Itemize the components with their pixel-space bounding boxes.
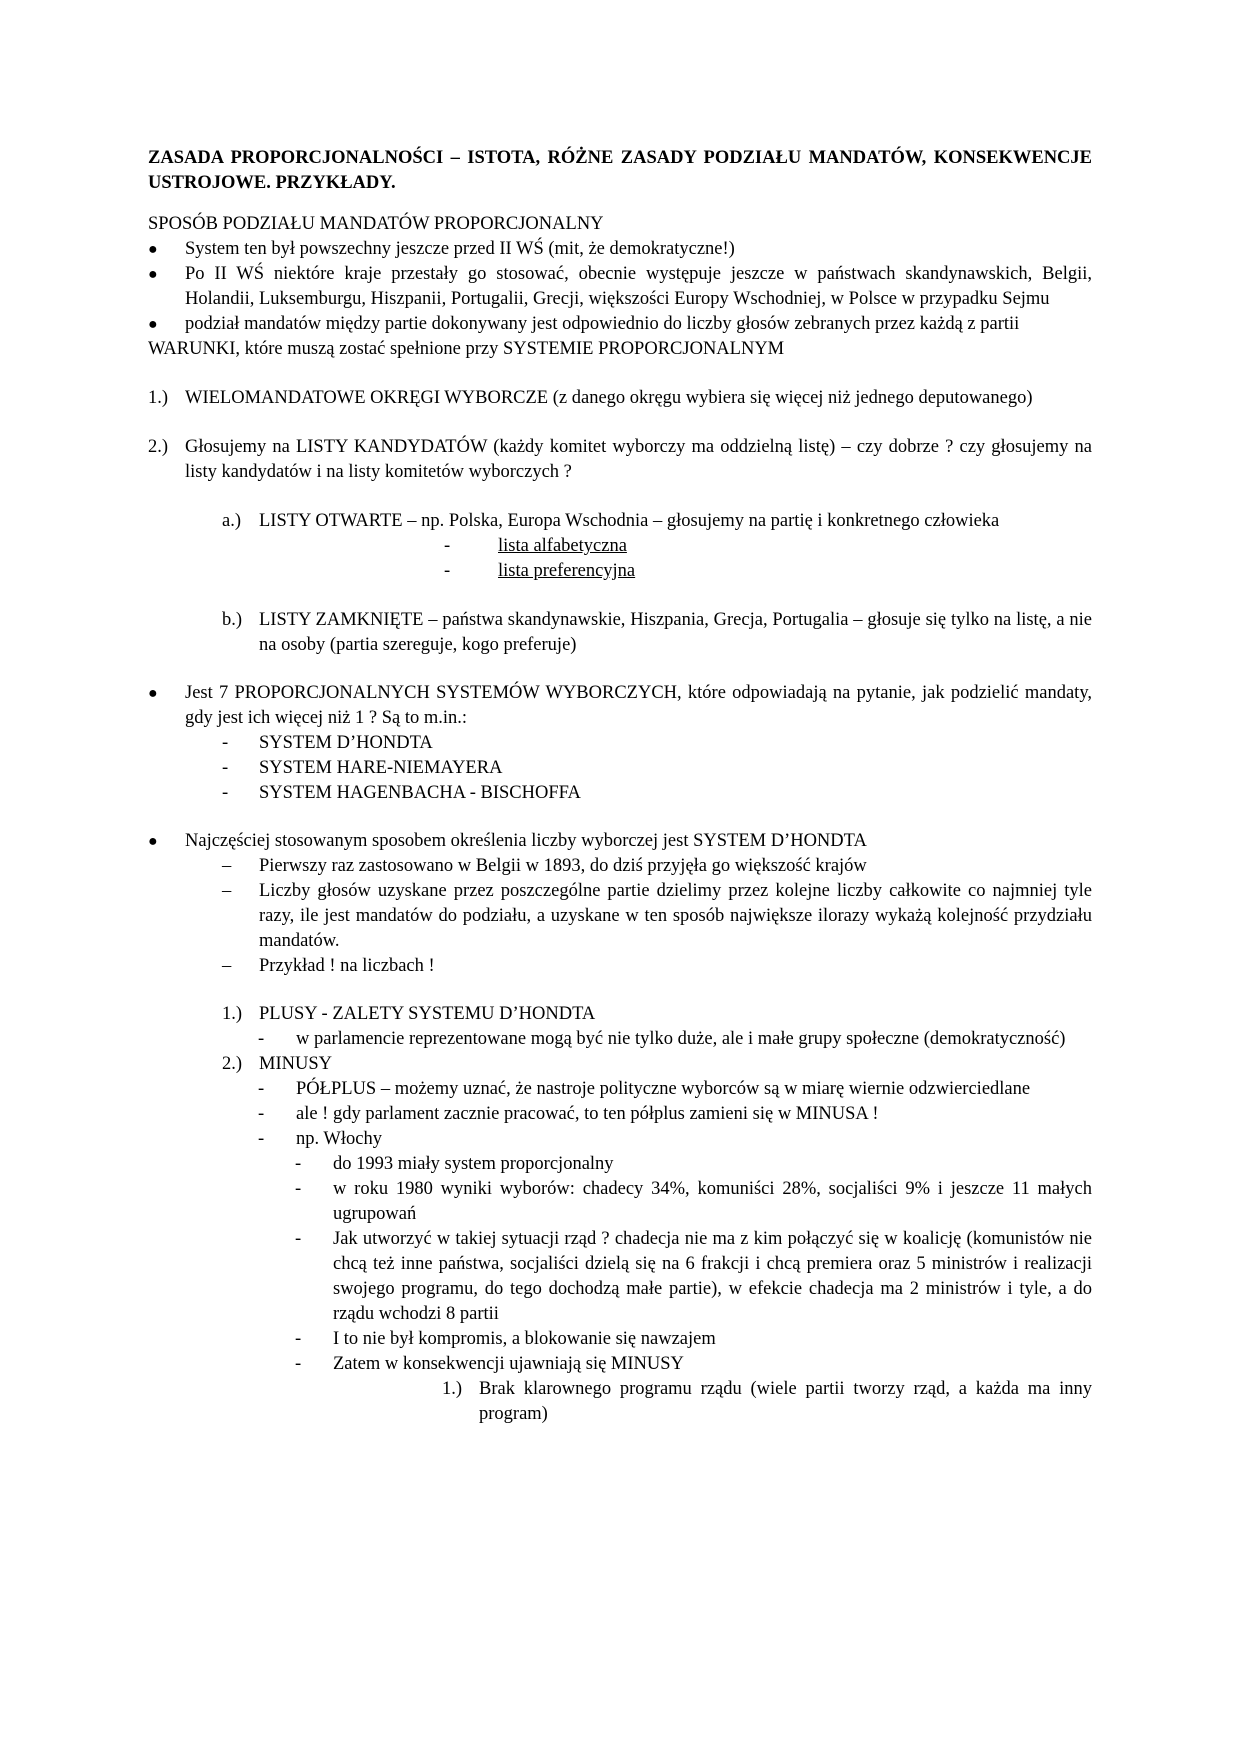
document-title: ZASADA PROPORCJONALNOŚCI – ISTOTA, RÓŻNE ZASADY PODZIAŁU MANDATÓW, KONSEKWENCJE USTROJOWE. PRZYKŁADY.	[148, 148, 1092, 193]
dhondt-text: Liczby głosów uzyskane przez poszczególne partie dzielimy przez kolejne liczby całkowite co najmniej tyle razy, ile jest mandatów do podziału, a uzyskane w ten sposób największe ilorazy wykażą kolejność przydziału mandatów.	[259, 881, 1092, 951]
italy-item	[148, 1352, 1092, 1377]
list-type-text: lista preferencyjna	[498, 561, 636, 581]
dash-marker: -	[295, 1229, 302, 1249]
item-number: 1.)	[222, 1004, 243, 1024]
item-text: WIELOMANDATOWE OKRĘGI WYBORCZE (z danego okręgu wybiera się więcej niż jednego deputowanego)	[185, 388, 1033, 408]
dash-marker: -	[295, 1179, 302, 1199]
system-name: SYSTEM D’HONDTA	[259, 733, 433, 753]
consequence-text: Brak klarownego programu rządu (wiele partii tworzy rząd, a każda ma inny program)	[479, 1379, 1092, 1424]
dhondt-text: Przykład ! na liczbach !	[259, 956, 435, 976]
dash-marker: -	[222, 758, 229, 778]
item-number: 1.)	[442, 1379, 463, 1399]
bullet-item	[148, 829, 1092, 854]
list-type-item	[148, 534, 1092, 559]
cons-text: ale ! gdy parlament zacznie pracować, to ten półplus zamieni się w MINUSA !	[296, 1104, 879, 1124]
bullet-text: podział mandatów między partie dokonywany jest odpowiednio do liczby głosów zebranych przez każdą z partii	[185, 314, 1020, 334]
item-text: LISTY ZAMKNIĘTE – państwa skandynawskie, Hiszpania, Grecja, Portugalia – głosuje się tylko na listę, a nie na osoby (partia szereguje, kogo preferuje)	[259, 610, 1092, 655]
system-name: SYSTEM HARE-NIEMAYERA	[259, 758, 503, 778]
system-item	[148, 781, 1092, 806]
item-text: LISTY OTWARTE – np. Polska, Europa Wschodnia – głosujemy na partię i konkretnego człowieka	[259, 511, 1000, 531]
dash-marker: -	[444, 536, 451, 556]
bullet-icon: ●	[148, 266, 158, 283]
dhondt-item	[148, 954, 1092, 979]
numbered-item	[148, 386, 1092, 411]
pros-heading	[148, 1002, 1092, 1027]
italy-item	[148, 1177, 1092, 1227]
bullet-text: System ten był powszechny jeszcze przed II WŚ (mit, że demokratyczne!)	[185, 239, 735, 259]
lettered-item	[148, 608, 1092, 658]
lettered-item	[148, 509, 1092, 534]
dash-marker: -	[222, 733, 229, 753]
italy-text: Zatem w konsekwencji ujawniają się MINUSY	[333, 1354, 684, 1374]
dash-marker: -	[222, 783, 229, 803]
italy-item	[148, 1327, 1092, 1352]
numbered-item	[148, 435, 1092, 485]
bullet-item	[148, 312, 1092, 337]
cons-item	[148, 1127, 1092, 1152]
section-heading: SPOSÓB PODZIAŁU MANDATÓW PROPORCJONALNY	[148, 214, 604, 234]
dhondt-item	[148, 879, 1092, 954]
endash-marker: –	[222, 956, 232, 976]
item-text: Głosujemy na LISTY KANDYDATÓW (każdy komitet wyborczy ma oddzielną listę) – czy dobrze ? czy głosujemy na listy kandydatów i na listy komitetów wyborczych ?	[185, 437, 1092, 482]
system-name: SYSTEM HAGENBACHA - BISCHOFFA	[259, 783, 581, 803]
pros-text: w parlamencie reprezentowane mogą być nie tylko duże, ale i małe grupy społeczne (demokratyczność)	[296, 1029, 1066, 1049]
pros-label: PLUSY - ZALETY SYSTEMU D’HONDTA	[259, 1004, 596, 1024]
bullet-icon: ●	[148, 685, 158, 702]
cons-text: PÓŁPLUS – możemy uznać, że nastroje polityczne wyborców są w miarę wiernie odzwierciedlane	[296, 1079, 1031, 1099]
bullet-item	[148, 262, 1092, 312]
endash-marker: –	[222, 881, 232, 901]
pros-item	[148, 1027, 1092, 1052]
italy-text: I to nie był kompromis, a blokowanie się nawzajem	[333, 1329, 716, 1349]
system-item	[148, 756, 1092, 781]
bullet-text: Najczęściej stosowanym sposobem określenia liczby wyborczej jest SYSTEM D’HONDTA	[185, 831, 867, 851]
system-item	[148, 731, 1092, 756]
bullet-item	[148, 237, 1092, 262]
italy-text: do 1993 miały system proporcjonalny	[333, 1154, 614, 1174]
consequence-item	[148, 1377, 1092, 1427]
document-page	[148, 146, 1092, 1427]
bullet-text: Jest 7 PROPORCJONALNYCH SYSTEMÓW WYBORCZYCH, które odpowiadają na pytanie, jak podzielić mandaty, gdy jest ich więcej niż 1 ? Są to m.in.:	[185, 683, 1092, 728]
item-letter: b.)	[222, 610, 243, 630]
bullet-icon: ●	[148, 241, 158, 258]
dash-marker: -	[295, 1329, 302, 1349]
dash-marker: -	[258, 1079, 265, 1099]
dash-marker: -	[258, 1129, 265, 1149]
item-number: 2.)	[148, 437, 169, 457]
item-number: 2.)	[222, 1054, 243, 1074]
bullet-text: Po II WŚ niektóre kraje przestały go stosować, obecnie występuje jeszcze w państwach skandynawskich, Belgii, Holandii, Luksemburgu, Hiszpanii, Portugalii, Grecji, większości Europy Wschodniej, w Polsce w przypadku Sejmu	[185, 264, 1092, 309]
italy-text: w roku 1980 wyniki wyborów: chadecy 34%, komuniści 28%, socjaliści 9% i jeszcze 11 małych ugrupowań	[333, 1179, 1092, 1224]
list-type-text: lista alfabetyczna	[498, 536, 627, 556]
dash-marker: -	[295, 1354, 302, 1374]
cons-text: np. Włochy	[296, 1129, 382, 1149]
bullet-item	[148, 681, 1092, 731]
italy-text: Jak utworzyć w takiej sytuacji rząd ? chadecja nie ma z kim połączyć się w koalicję (komunistów nie chcą też inne państwa, socjaliści dzielą się na 6 frakcji i chcą premiera oraz 5 ministrów i realizacji swojego programu, do tego dochodzą małe partie), w efekcie chadecja ma 2 ministrów i tyle, a do rządu wchodzi 8 partii	[333, 1229, 1092, 1324]
cons-item	[148, 1077, 1092, 1102]
item-number: 1.)	[148, 388, 169, 408]
list-type-item	[148, 559, 1092, 584]
dhondt-item	[148, 854, 1092, 879]
dhondt-text: Pierwszy raz zastosowano w Belgii w 1893, do dziś przyjęła go większość krajów	[259, 856, 867, 876]
italy-item	[148, 1227, 1092, 1327]
dash-marker: -	[295, 1154, 302, 1174]
dash-marker: -	[258, 1029, 265, 1049]
item-letter: a.)	[222, 511, 241, 531]
dash-marker: -	[258, 1104, 265, 1124]
cons-label: MINUSY	[259, 1054, 332, 1074]
cons-heading	[148, 1052, 1092, 1077]
bullet-icon: ●	[148, 316, 158, 333]
bullet-icon: ●	[148, 833, 158, 850]
italy-item	[148, 1152, 1092, 1177]
conditions-heading: WARUNKI, które muszą zostać spełnione przy SYSTEMIE PROPORCJONALNYM	[148, 339, 785, 359]
dash-marker: -	[444, 561, 451, 581]
endash-marker: –	[222, 856, 232, 876]
cons-item	[148, 1102, 1092, 1127]
